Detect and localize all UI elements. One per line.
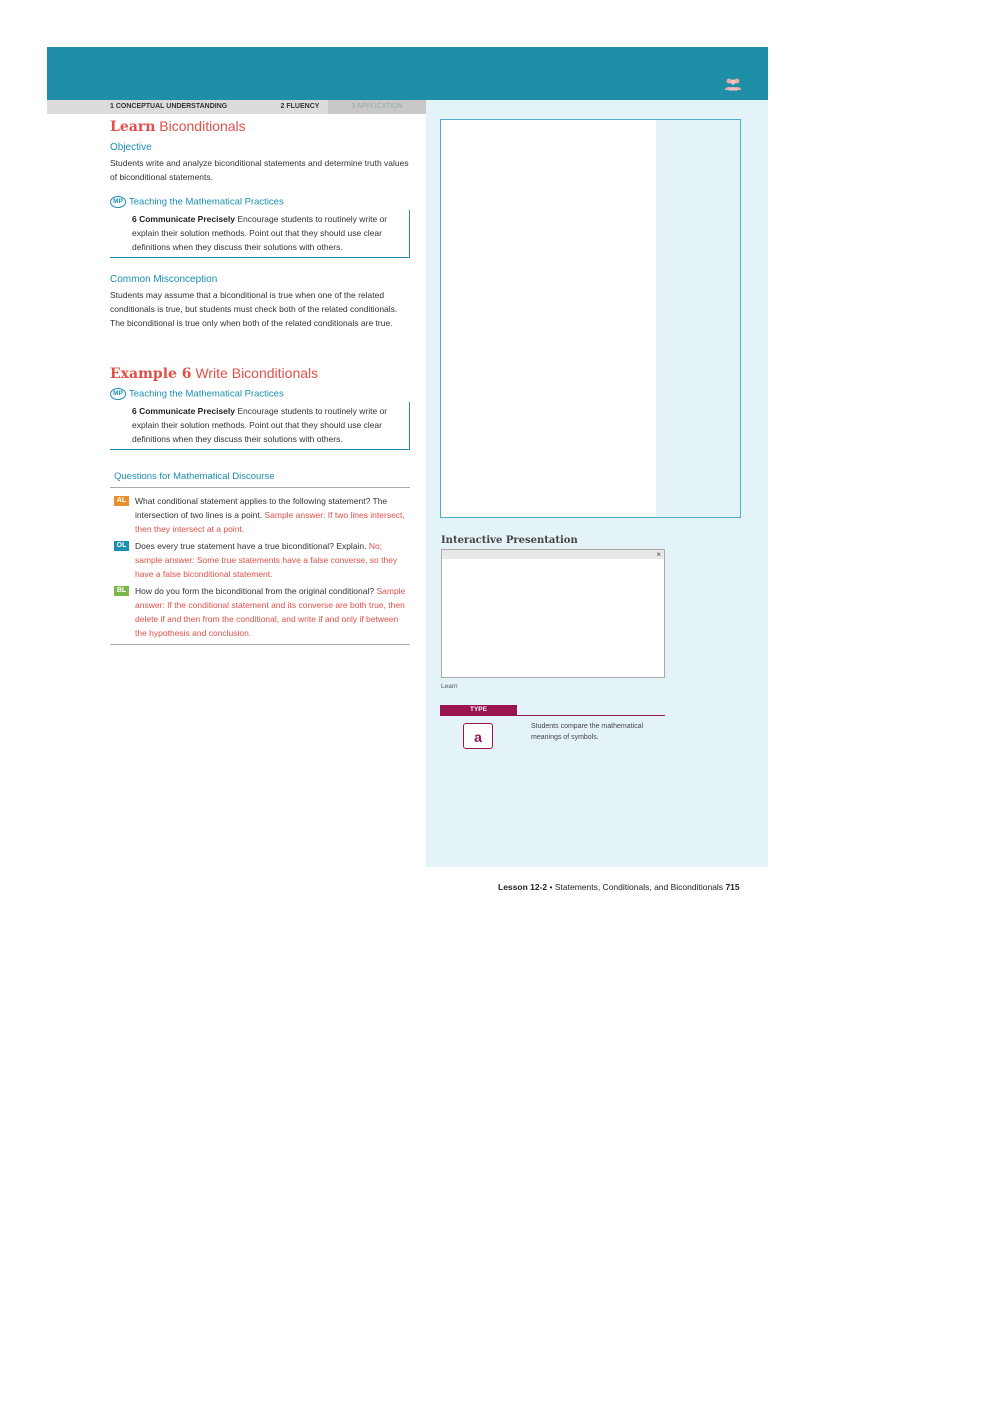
level-badge: OL <box>114 541 129 551</box>
tab-application[interactable]: 3 APPLICATION <box>328 100 426 114</box>
mp-heading-2 <box>110 388 284 400</box>
question-text: How do you form the biconditional from the original conditional? <box>135 586 375 596</box>
question-text: Does every true statement have a true biconditional? Explain. <box>135 541 367 551</box>
example-heading <box>110 365 318 382</box>
mp-practice-name: 6 Communicate Precisely <box>132 214 235 224</box>
question-text: What conditional statement applies to the following statement? The intersection of two lines is a point. <box>135 496 388 520</box>
footer-lesson: Lesson 12-2 <box>498 882 548 892</box>
mp-icon: MP <box>110 196 126 208</box>
learn-label: Learn <box>110 119 156 135</box>
answer-text: Sample answer: If the conditional statement and its converse are both true, then delete if and then from the conditional, and write if and only if between the hypothesis and conclusion. <box>135 586 406 638</box>
level-badge: AL <box>114 496 129 506</box>
divider <box>110 487 410 488</box>
common-misconception-heading: Common Misconception <box>110 274 218 285</box>
type-description: Students compare the mathematical meanings of symbols. <box>531 723 644 741</box>
top-banner <box>47 47 768 100</box>
presentation-title-bar <box>442 550 664 559</box>
type-a-icon: a <box>463 723 493 749</box>
level-badge: BL <box>114 586 129 596</box>
type-divider <box>440 715 665 716</box>
presentation-caption: Learn <box>441 683 458 690</box>
mp-practice-name: 6 Communicate Precisely <box>132 406 235 416</box>
divider <box>110 644 410 645</box>
footer-separator: • <box>547 882 555 892</box>
footer-title: Statements, Conditionals, and Biconditionals <box>554 882 724 892</box>
mp-practice-text: Encourage students to routinely write or explain their solution methods. Point out that they should use clear definitions when they discuss their solutions with others. <box>132 406 388 444</box>
close-icon[interactable]: × <box>656 550 661 559</box>
discourse-heading: Questions for Mathematical Discourse <box>114 471 275 482</box>
learn-heading <box>110 118 246 135</box>
mp-box-1 <box>110 210 410 258</box>
student-page-thumbnail <box>440 119 741 518</box>
thumbnail-sidebar <box>656 120 740 517</box>
common-misconception-text: Students may assume that a biconditional is true when one of the related conditionals is true, but students must check both of the related conditionals. The biconditional is true only when both of the related conditionals are true. <box>110 290 398 328</box>
tab-fluency[interactable]: 2 FLUENCY <box>280 103 320 110</box>
answer-text: No; sample answer: Some true statements have a false converse, so they have a false biconditional statement. <box>135 541 398 579</box>
mp-icon: MP <box>110 388 126 400</box>
mp-box-2 <box>110 402 410 450</box>
learn-title: Biconditionals <box>159 118 246 134</box>
objective-text: Students write and analyze biconditional statements and determine truth values of biconditional statements. <box>110 158 409 182</box>
objective-heading: Objective <box>110 142 152 153</box>
page-footer <box>498 882 740 892</box>
example-title: Write Biconditionals <box>195 365 319 381</box>
tab-conceptual-understanding[interactable]: 1 CONCEPTUAL UNDERSTANDING <box>110 103 228 110</box>
interactive-presentation-frame <box>441 549 665 678</box>
discourse-question <box>114 494 410 536</box>
answer-text: Sample answer: If two lines intersect, then they intersect at a point. <box>135 510 405 534</box>
example-label: Example 6 <box>110 366 192 382</box>
people-icon <box>724 77 742 91</box>
page-number: 715 <box>725 882 740 892</box>
discourse-question <box>114 539 410 581</box>
mp-heading-1 <box>110 196 284 208</box>
mp-heading-text: Teaching the Mathematical Practices <box>129 388 284 400</box>
interactive-presentation-title: Interactive Presentation <box>441 535 578 546</box>
type-label: TYPE <box>440 705 517 715</box>
discourse-question <box>114 584 410 640</box>
mp-heading-text: Teaching the Mathematical Practices <box>129 196 284 208</box>
mp-practice-text: Encourage students to routinely write or explain their solution methods. Point out that they should use clear definitions when they discuss their solutions with others. <box>132 214 388 252</box>
lesson-phase-tabs <box>47 100 426 114</box>
